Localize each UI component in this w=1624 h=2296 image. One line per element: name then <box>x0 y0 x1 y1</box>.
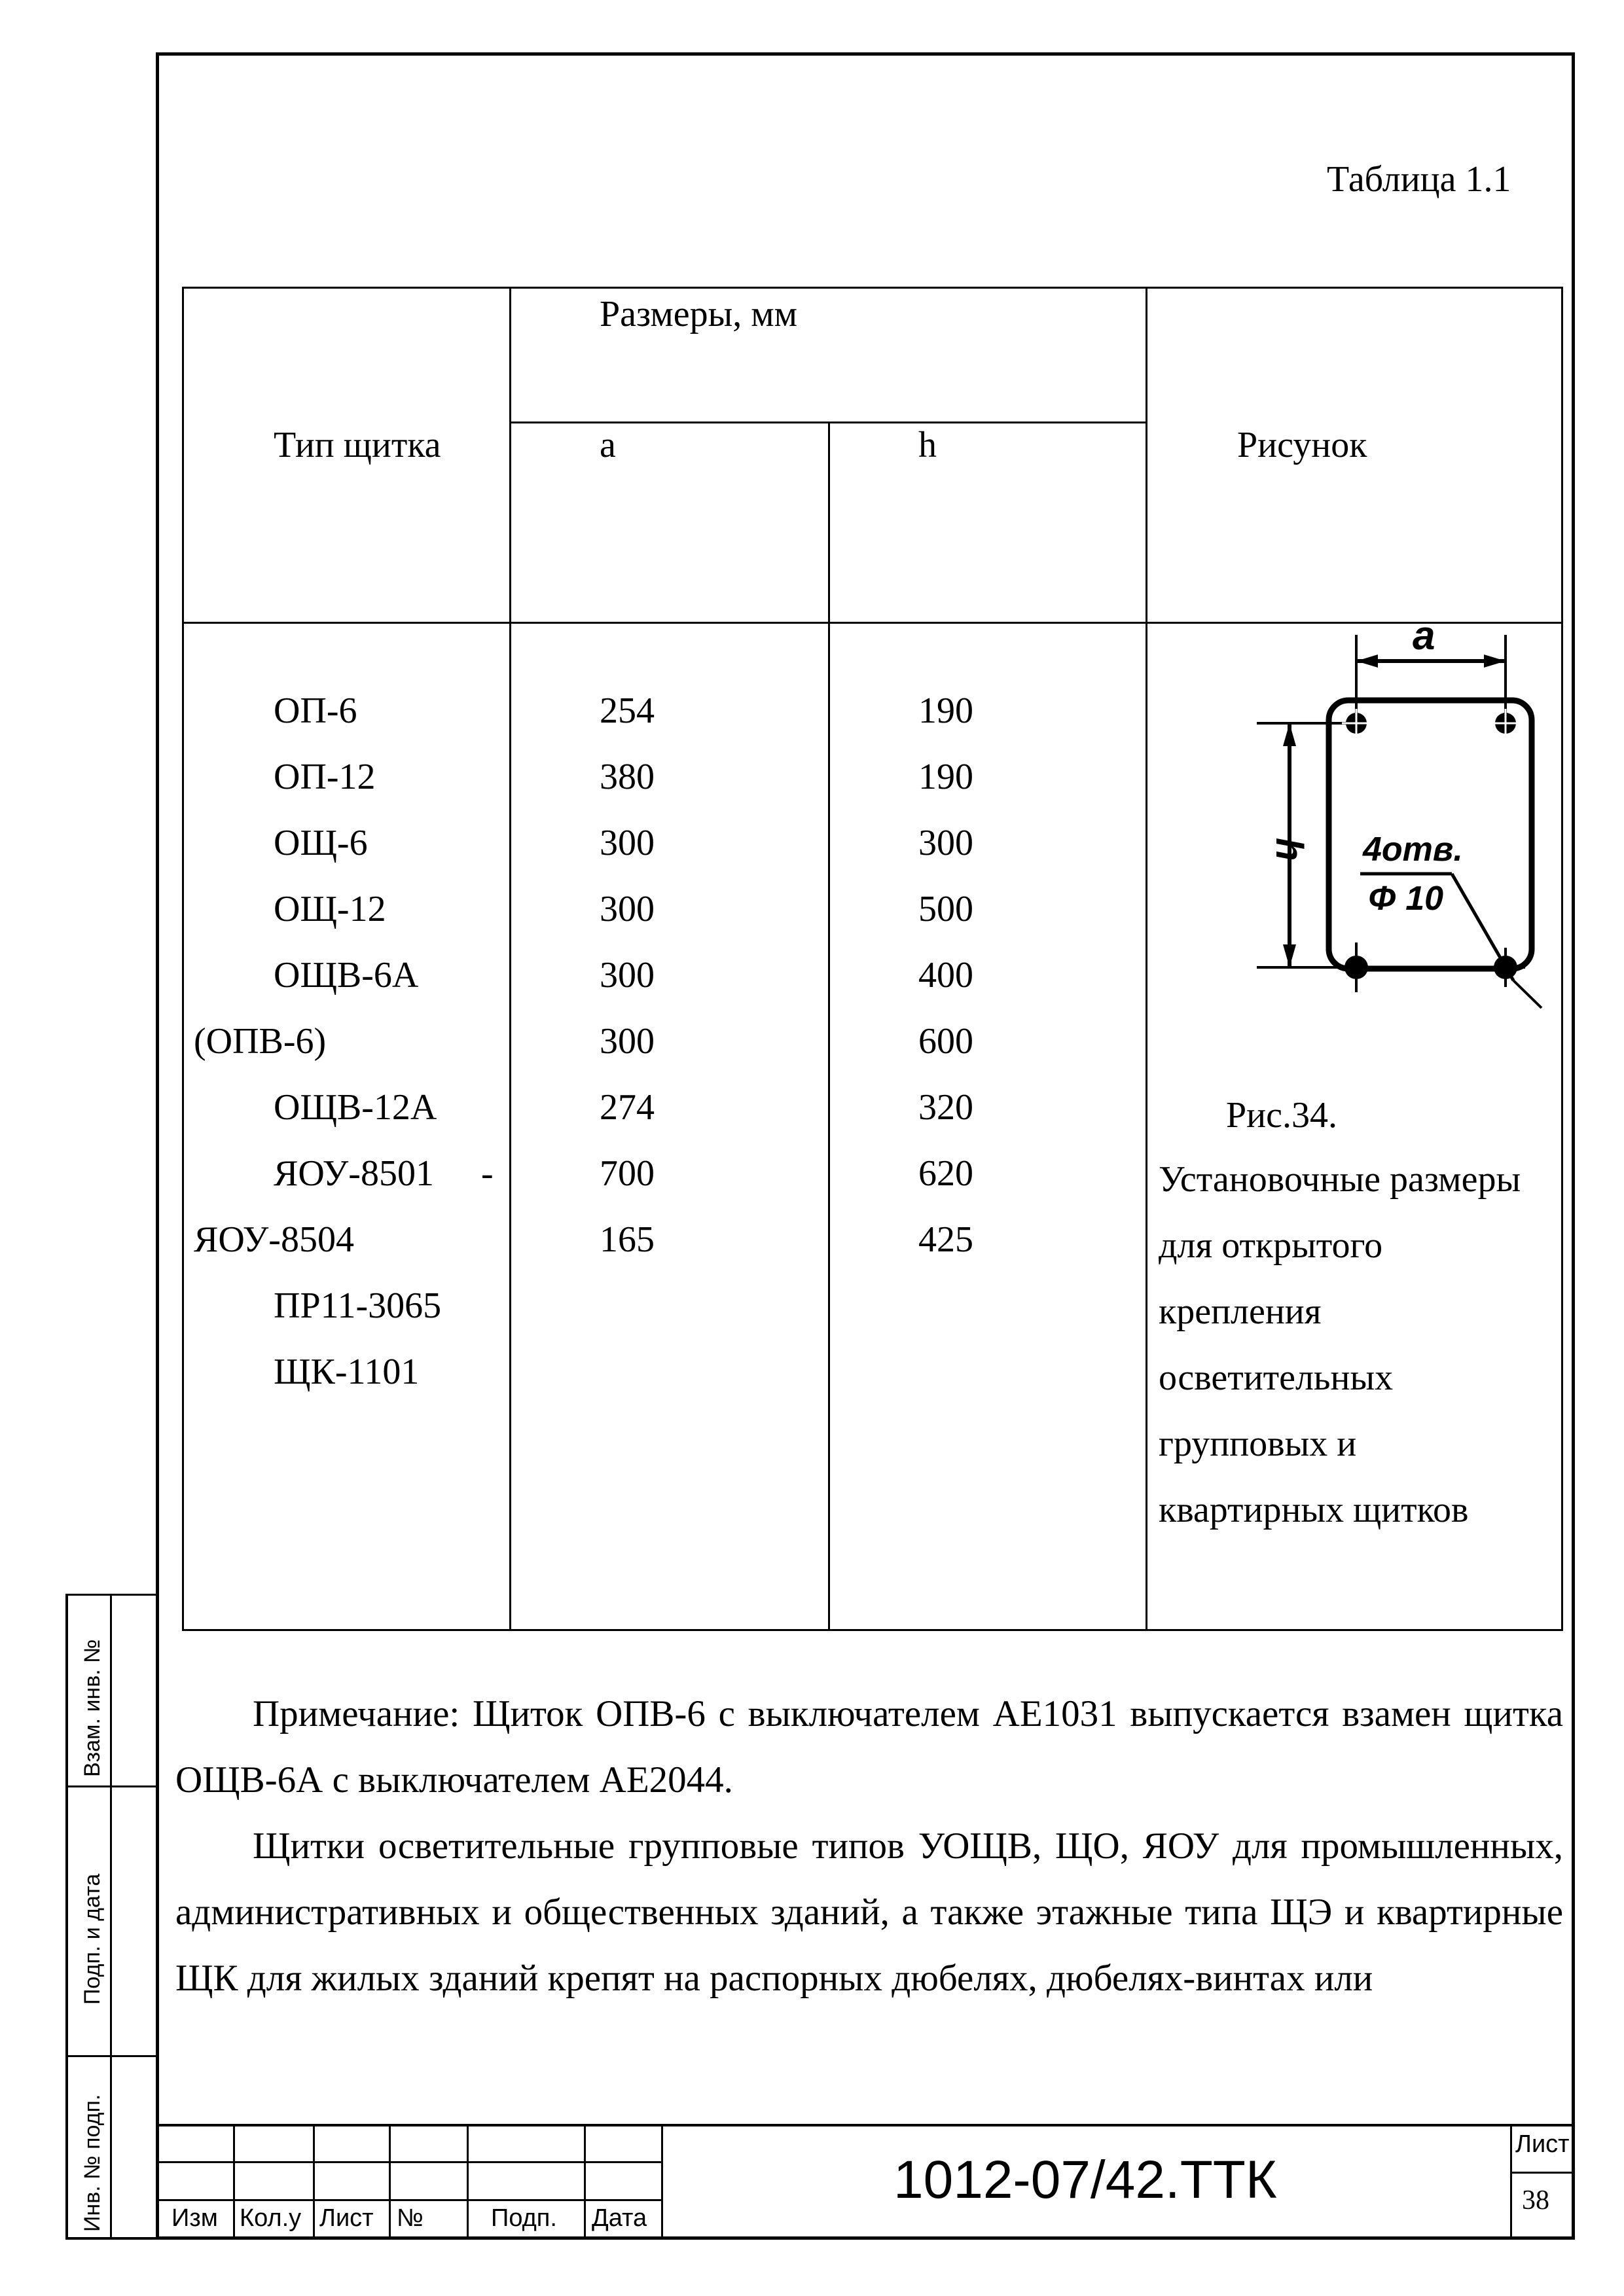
arrow-h-bottom <box>1283 944 1296 967</box>
title-block-row-2 <box>156 2199 662 2201</box>
figure-caption <box>1159 1147 1558 1543</box>
title-block-row-1 <box>156 2161 662 2163</box>
hole-bottom-left <box>1329 942 1384 992</box>
h-value: 400 <box>918 955 973 996</box>
figure-caption-line: Установочные размеры <box>1159 1159 1521 1200</box>
arrow-a-right <box>1484 655 1506 668</box>
table-col-line-2-lower <box>828 422 830 1631</box>
h-value: 320 <box>918 1087 973 1128</box>
a-value: 254 <box>600 691 655 731</box>
table-col-line-3 <box>1146 287 1147 1631</box>
document-code: 1012-07/42.ТТК <box>893 2150 1277 2210</box>
a-values-list <box>600 678 822 1273</box>
figure-caption-line: осветительных <box>1159 1357 1394 1398</box>
type-item: ОЩВ-6А <box>274 955 419 996</box>
body-paragraph: Щитки осветительные групповые типов УОЩВ, ЩО, ЯОУ для промышленных, административных и общественных зданий, а также этажные типа ЩЭ и квартирные ЩК для жилых зданий крепят на распорных дюбелях, дюбелях-винтах или <box>175 1825 1563 1999</box>
drawing-label-h: h <box>1268 838 1310 861</box>
type-item-text: ЯОУ-8501 <box>274 1153 434 1194</box>
arrow-h-top <box>1283 723 1296 746</box>
sheet-label: Лист <box>1515 2130 1570 2158</box>
drawing-label-diameter: Φ 10 <box>1368 880 1444 918</box>
figure-caption-line: крепления <box>1159 1291 1322 1332</box>
type-item: ОЩ-12 <box>274 889 386 929</box>
header-type: Тип щитка <box>274 425 441 465</box>
hole-top-left <box>1342 709 1371 738</box>
a-value: 300 <box>600 823 655 863</box>
title-col-5 <box>584 2124 586 2240</box>
type-item: ОЩВ-12А <box>274 1087 437 1128</box>
type-item: ОП-6 <box>274 691 357 731</box>
a-value: 300 <box>600 1021 655 1062</box>
figure-caption-line: для открытого <box>1159 1225 1383 1266</box>
type-item: ЩК-1101 <box>274 1352 420 1392</box>
h-value: 500 <box>918 889 973 929</box>
title-col-4 <box>467 2124 469 2240</box>
header-h: h <box>918 425 937 465</box>
title-col-2 <box>313 2124 315 2240</box>
types-list <box>183 678 508 1405</box>
col-label-change: Изм <box>171 2204 218 2232</box>
side-label-inventory: Инв. № подп. <box>80 2094 105 2232</box>
h-value: 190 <box>918 757 973 797</box>
title-col-3 <box>389 2124 391 2240</box>
drawing-label-a: a <box>1413 622 1435 658</box>
col-label-signature: Подп. <box>491 2204 557 2232</box>
h-value: 300 <box>918 823 973 863</box>
h-value: 190 <box>918 691 973 731</box>
header-sizes: Размеры, мм <box>600 294 798 334</box>
h-value: 620 <box>918 1153 973 1194</box>
sheet-number: 38 <box>1522 2185 1549 2215</box>
col-label-number: № <box>397 2204 424 2232</box>
a-value: 300 <box>600 955 655 996</box>
type-item: (ОПВ-6) <box>194 1021 327 1062</box>
a-value: 380 <box>600 757 655 797</box>
type-item: ПР11-3065 <box>274 1285 442 1326</box>
a-value: 165 <box>600 1219 655 1260</box>
header-a: a <box>600 425 616 465</box>
hole-top-right <box>1491 709 1520 738</box>
col-label-quantity: Кол.у <box>240 2204 302 2232</box>
title-col-1 <box>233 2124 235 2240</box>
a-value: 300 <box>600 889 655 929</box>
side-label-replace: Взам. инв. № <box>80 1639 105 1777</box>
title-col-6 <box>661 2124 663 2240</box>
type-item: ОП-12 <box>274 757 376 797</box>
type-item: ОЩ-6 <box>274 823 368 863</box>
type-item: ЯОУ-8504 <box>194 1219 354 1260</box>
arrow-a-left <box>1356 655 1378 668</box>
h-value: 425 <box>918 1219 973 1260</box>
table-subheader-line <box>509 422 1147 423</box>
side-label-sign-date: Подп. и дата <box>80 1873 105 2005</box>
col-label-sheet: Лист <box>319 2204 374 2232</box>
sheet-box-left <box>1510 2124 1512 2240</box>
figure-caption-line: квартирных щитков <box>1159 1490 1469 1530</box>
table-caption: Таблица 1.1 <box>1327 159 1511 200</box>
a-value: 700 <box>600 1153 655 1194</box>
side-stamp-row-1 <box>65 1785 156 1787</box>
title-block-top <box>156 2124 1575 2126</box>
drawing-label-holes: 4отв. <box>1363 831 1463 869</box>
figure-caption-line: групповых и <box>1159 1424 1357 1464</box>
type-item-with-dash <box>183 1141 508 1207</box>
note-paragraph: Примечание: Щиток ОПВ-6 с выключателем АЕ1031 выпускается взамен щитка ОЩВ-6А с выключателем АЕ2044. <box>175 1693 1563 1801</box>
h-value: 600 <box>918 1021 973 1062</box>
header-figure: Рисунок <box>1237 425 1367 465</box>
a-value: 274 <box>600 1087 655 1128</box>
col-label-date: Дата <box>592 2204 647 2232</box>
leader-tail <box>1513 980 1542 1008</box>
range-dash: - <box>481 1153 494 1194</box>
table-col-line-1 <box>509 287 511 1631</box>
sheet-box-divider <box>1510 2172 1575 2174</box>
figure-number: Рис.34. <box>1226 1095 1337 1136</box>
side-stamp-divider <box>110 1594 112 2240</box>
mounting-drawing <box>1244 622 1564 1028</box>
h-values-list <box>918 678 1141 1273</box>
side-stamp-row-2 <box>65 2055 156 2057</box>
